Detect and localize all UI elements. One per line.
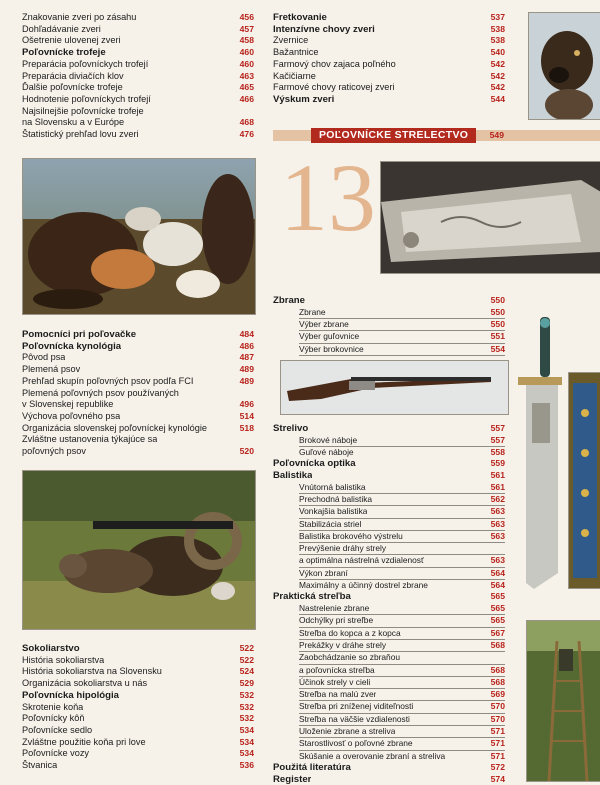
toc-entry-page: 563: [490, 555, 505, 566]
toc-entry-title: Brokové náboje: [299, 434, 358, 445]
toc-entry: [273, 762, 505, 774]
toc-entry: [273, 47, 505, 59]
toc-entry-title: Zbrane: [273, 295, 305, 306]
toc-entry-title: Výber zbrane: [299, 319, 349, 329]
toc-entry-title: Štvanica: [22, 760, 58, 771]
toc-entry-page: 567: [490, 627, 505, 638]
toc-entry: [273, 774, 505, 785]
toc-entry-title: Pôvod psa: [22, 352, 66, 363]
toc-entry-page: 465: [239, 82, 254, 93]
toc-entry-title: Štatistický prehľad lovu zveri: [22, 129, 139, 140]
toc-entry-page: 476: [239, 129, 254, 140]
toc-entry-title: Prehľad skupín poľovných psov podľa FCI: [22, 375, 194, 386]
toc-entry: [22, 748, 254, 760]
toc-entry: [273, 71, 505, 83]
toc-entry-page: 562: [490, 494, 505, 504]
toc-entry: [273, 751, 505, 762]
toc-entry-title: Vonkajšia balistika: [299, 506, 368, 517]
toc-entry-page: 484: [239, 329, 254, 339]
toc-entry: [22, 59, 254, 71]
toc-entry-title: Výkon zbraní: [299, 567, 348, 578]
painting-bear-hunt-image: [22, 158, 256, 315]
toc-entry-page: 550: [490, 295, 505, 305]
toc-entry-page: 538: [490, 23, 505, 34]
toc-entry-page: 561: [490, 481, 505, 492]
toc-entry-title: Znakovanie zveri po zásahu: [22, 12, 137, 22]
toc-entry-page: 565: [490, 615, 505, 626]
toc-entry-page: 571: [490, 738, 505, 749]
toc-entry: [22, 423, 254, 435]
toc-entry: [22, 129, 254, 141]
toc-entry: [273, 435, 505, 446]
toc-entry-title: Starostlivosť o poľovné zbrane: [299, 738, 413, 749]
toc-entry-title: Streľba do kopca a z kopca: [299, 627, 401, 638]
toc-entry: [22, 106, 254, 118]
toc-entry-page: 522: [239, 643, 254, 653]
toc-entry-page: 559: [490, 458, 505, 469]
toc-entry-page: 561: [490, 470, 505, 480]
toc-entry-title: Účinok strely v cieli: [299, 676, 371, 687]
toc-entry-page: 568: [490, 676, 505, 687]
toc-entry: [22, 760, 254, 772]
toc-entry-page: 572: [490, 761, 505, 772]
toc-entry-page: 558: [490, 447, 505, 457]
toc-entry: [273, 689, 505, 700]
toc-block-weapons: [273, 295, 505, 356]
toc-entry: [22, 446, 254, 458]
toc-divider: [299, 355, 505, 356]
toc-entry: [22, 341, 254, 353]
toc-entry-title: Poľovnícke trofeje: [22, 47, 106, 59]
toc-entry-page: 565: [490, 603, 505, 614]
toc-entry: [273, 423, 505, 435]
toc-entry-title: Vnútorná balistika: [299, 481, 366, 492]
toc-entry-title: Poľovnícka hipológia: [22, 689, 119, 701]
toc-entry-page: 542: [490, 58, 505, 69]
toc-entry-title: a poľovnícka streľba: [299, 664, 375, 675]
toc-entry: [273, 447, 505, 458]
toc-entry-page: 534: [239, 748, 254, 759]
toc-entry: [273, 714, 505, 725]
toc-entry-title: Zvernice: [273, 35, 309, 46]
toc-entry-title: Uloženie zbrane a streliva: [299, 726, 396, 737]
toc-entry: [273, 665, 505, 676]
toc-entry-title: Streľba na malú zver: [299, 689, 377, 700]
toc-entry: [273, 568, 505, 579]
toc-entry-page: 538: [490, 35, 505, 46]
toc-entry-page: 563: [490, 518, 505, 529]
toc-entry-page: 568: [490, 664, 505, 675]
toc-entry-title: Organizácia sokoliarstva u nás: [22, 678, 148, 689]
engraved-gun-action-image: [380, 161, 600, 274]
toc-entry: [273, 82, 505, 94]
toc-entry: [22, 655, 254, 667]
toc-entry-page: 557: [490, 423, 505, 433]
toc-entry: [22, 376, 254, 388]
toc-entry-title: poľovných psov: [22, 446, 86, 457]
toc-entry-page: 554: [490, 343, 505, 354]
toc-entry: [22, 35, 254, 47]
dog-with-mouflon-trophy-image: [22, 470, 256, 630]
toc-entry: [273, 555, 505, 566]
toc-entry: [22, 82, 254, 94]
toc-entry: [273, 652, 505, 663]
toc-entry-title: Maximálny a účinný dostrel zbrane: [299, 580, 428, 591]
toc-entry-title: História sokoliarstva: [22, 654, 105, 665]
toc-entry-title: Strelivo: [273, 423, 309, 434]
toc-entry: [273, 591, 505, 603]
toc-entry-page: 489: [239, 364, 254, 375]
toc-entry-title: Nastrelenie zbrane: [299, 603, 370, 614]
toc-entry: [273, 603, 505, 614]
toc-entry-title: Fretkovanie: [273, 12, 327, 23]
toc-entry-title: Guľové náboje: [299, 447, 354, 457]
section-page: 549: [489, 130, 504, 140]
toc-entry-page: 542: [490, 70, 505, 81]
toc-entry-title: Preparácia poľovníckych trofejí: [22, 58, 149, 69]
toc-entry-page: 466: [239, 93, 254, 104]
toc-entry-title: Ošetrenie ulovenej zveri: [22, 35, 121, 46]
toc-entry-title: Stabilizácia striel: [299, 518, 362, 529]
toc-entry: [273, 59, 505, 71]
toc-block-dogs: [22, 329, 254, 458]
toc-entry-page: 468: [239, 117, 254, 128]
toc-entry-title: Intenzívne chovy zveri: [273, 23, 375, 35]
toc-entry: [22, 713, 254, 725]
toc-entry-title: Organizácia slovenskej poľovníckej kynológie: [22, 422, 207, 433]
shotgun-image: [280, 360, 509, 415]
toc-entry-page: 487: [239, 352, 254, 363]
toc-entry: [22, 666, 254, 678]
toc-entry-page: 529: [239, 678, 254, 689]
toc-entry: [273, 615, 505, 626]
toc-entry-title: a optimálna nástrelná vzdialenosť: [299, 555, 425, 566]
toc-block-falconry: [22, 643, 254, 772]
toc-entry-title: Farmový chov zajaca poľného: [273, 58, 396, 69]
toc-entry-page: 460: [239, 47, 254, 58]
toc-entry-title: Výber guľovnice: [299, 331, 360, 342]
toc-entry: [22, 690, 254, 702]
toc-entry: [22, 352, 254, 364]
section-title: POĽOVNÍCKE STRELECTVO: [311, 128, 476, 143]
toc-entry-page: 571: [490, 726, 505, 737]
toc-entry-page: 518: [239, 422, 254, 433]
toc-entry: [22, 399, 254, 411]
toc-entry-title: Zbrane: [299, 306, 326, 317]
toc-entry-page: 514: [239, 410, 254, 421]
toc-entry: [22, 702, 254, 714]
toc-entry-title: Skrotenie koňa: [22, 701, 84, 712]
toc-entry-page: 532: [239, 701, 254, 712]
toc-entry-title: Ďalšie poľovnícke trofeje: [22, 82, 123, 93]
toc-entry-page: 457: [239, 23, 254, 34]
toc-entry: [22, 71, 254, 83]
toc-entry: [273, 24, 505, 36]
toc-entry: [273, 531, 505, 542]
toc-entry: [273, 519, 505, 530]
toc-entry: [22, 388, 254, 400]
toc-entry: [273, 458, 505, 470]
toc-block-ammo: [273, 423, 505, 785]
toc-block-ferret: [273, 12, 505, 106]
toc-entry: [22, 434, 254, 446]
hunting-stand-image: [526, 620, 600, 782]
toc-entry: [273, 677, 505, 688]
knife-sheath-image: [568, 372, 600, 589]
toc-entry-title: Prekážky v dráhe strely: [299, 639, 387, 650]
toc-entry-page: 568: [490, 639, 505, 650]
toc-entry: [273, 726, 505, 737]
toc-entry-page: 537: [490, 12, 505, 22]
toc-entry-page: 563: [490, 506, 505, 517]
toc-entry-page: 569: [490, 689, 505, 700]
toc-entry-page: 571: [490, 750, 505, 761]
toc-entry: [22, 94, 254, 106]
toc-entry-page: 460: [239, 58, 254, 69]
toc-entry-title: Sokoliarstvo: [22, 643, 80, 654]
toc-entry-title: Najsilnejšie poľovnícke trofeje: [22, 105, 144, 116]
toc-entry-title: Zvláštne ustanovenia týkajúce sa: [22, 434, 158, 445]
toc-entry-page: 574: [490, 773, 505, 784]
toc-entry-page: 463: [239, 70, 254, 81]
toc-entry-title: Zvláštne použitie koňa pri love: [22, 736, 146, 747]
toc-entry-title: Výskum zveri: [273, 93, 335, 105]
toc-entry-title: Prevýšenie dráhy strely: [299, 543, 387, 554]
toc-entry-title: Poľovnícke sedlo: [22, 724, 93, 735]
toc-entry: [273, 307, 505, 318]
toc-entry: [273, 494, 505, 505]
toc-entry: [22, 329, 254, 341]
hunting-knife-image: [512, 313, 564, 595]
toc-entry-page: 536: [239, 760, 254, 771]
toc-entry-title: na Slovensku a v Európe: [22, 117, 125, 128]
toc-entry-page: 551: [490, 331, 505, 342]
toc-entry-title: Streľba na väčšie vzdialenosti: [299, 713, 410, 724]
toc-entry-title: Farmové chovy raticovej zveri: [273, 82, 395, 93]
toc-entry-page: 522: [239, 654, 254, 665]
toc-entry-page: 550: [490, 306, 505, 317]
toc-entry-title: Plemená poľovných psov používaných: [22, 387, 179, 398]
toc-entry: [22, 411, 254, 423]
toc-entry: [273, 344, 505, 355]
toc-entry-page: 540: [490, 47, 505, 58]
toc-entry-page: 570: [490, 701, 505, 712]
toc-block-hunting: [22, 12, 254, 141]
toc-entry-title: Odchýlky pri streľbe: [299, 615, 374, 626]
toc-entry: [273, 701, 505, 712]
toc-entry-page: 564: [490, 580, 505, 591]
toc-entry-title: Plemená psov: [22, 364, 81, 375]
toc-entry-page: 544: [490, 93, 505, 104]
toc-entry: [22, 12, 254, 24]
toc-entry-page: 565: [490, 591, 505, 602]
toc-entry-title: Kačičiarne: [273, 70, 316, 81]
toc-entry-page: 458: [239, 35, 254, 46]
toc-entry-title: História sokoliarstva na Slovensku: [22, 666, 162, 677]
toc-entry-title: Dohľadávanie zveri: [22, 23, 101, 34]
toc-entry-title: Praktická streľba: [273, 591, 351, 603]
toc-entry-title: Pomocníci pri poľovačke: [22, 329, 137, 340]
toc-entry-title: Poľovnícka kynológia: [22, 340, 122, 352]
toc-entry-title: Poľovnícke vozy: [22, 748, 90, 759]
toc-entry-title: v Slovenskej republike: [22, 399, 114, 410]
toc-entry-title: Register: [273, 773, 312, 785]
toc-entry: [22, 24, 254, 36]
toc-entry: [22, 725, 254, 737]
toc-entry-title: Preparácia diviačích klov: [22, 70, 124, 81]
section-band: [273, 126, 600, 146]
toc-entry: [273, 738, 505, 749]
toc-entry-title: Balistika: [273, 470, 313, 481]
toc-entry: [273, 543, 505, 554]
toc-entry-title: Balistika brokového výstrelu: [299, 530, 403, 541]
toc-entry: [273, 506, 505, 517]
toc-entry: [273, 319, 505, 330]
toc-entry-title: Zaobchádzanie so zbraňou: [299, 652, 401, 663]
toc-entry-title: Bažantnice: [273, 47, 319, 58]
toc-entry: [22, 47, 254, 59]
toc-entry-title: Poľovnícka optika: [273, 458, 356, 470]
dog-portrait-image: [528, 12, 600, 120]
toc-entry-page: 524: [239, 666, 254, 677]
toc-entry-page: 532: [239, 689, 254, 700]
toc-entry-page: 496: [239, 399, 254, 410]
toc-entry-title: Skúšanie a overovanie zbraní a streliva: [299, 750, 446, 761]
toc-entry-page: 534: [239, 736, 254, 747]
toc-entry-title: Výchova poľovného psa: [22, 410, 121, 421]
toc-entry: [273, 35, 505, 47]
toc-entry-page: 520: [239, 446, 254, 457]
toc-entry-title: Poľovnícky kôň: [22, 713, 85, 724]
toc-entry: [22, 678, 254, 690]
toc-entry-page: 563: [490, 530, 505, 541]
toc-entry-title: Výber brokovnice: [299, 343, 364, 354]
toc-entry-page: 532: [239, 713, 254, 724]
toc-entry-page: 456: [239, 12, 254, 22]
toc-entry-page: 534: [239, 724, 254, 735]
chapter-number: 13: [280, 144, 376, 251]
toc-entry: [273, 295, 505, 307]
toc-entry-page: 486: [239, 340, 254, 351]
toc-entry-page: 542: [490, 82, 505, 93]
toc-entry: [22, 117, 254, 129]
toc-entry: [273, 470, 505, 482]
toc-entry-page: 570: [490, 713, 505, 724]
toc-entry-page: 557: [490, 434, 505, 445]
toc-entry-page: 564: [490, 567, 505, 578]
toc-entry: [273, 580, 505, 591]
toc-entry-title: Prechodná balistika: [299, 494, 373, 504]
toc-entry-page: 550: [490, 319, 505, 329]
toc-entry: [22, 643, 254, 655]
toc-entry-page: 489: [239, 375, 254, 386]
toc-entry-title: Použitá literatúra: [273, 761, 351, 773]
toc-entry: [273, 628, 505, 639]
toc-entry-title: Hodnotenie poľovníckych trofejí: [22, 93, 151, 104]
toc-entry: [273, 482, 505, 493]
toc-entry: [273, 331, 505, 342]
toc-entry: [273, 12, 505, 24]
toc-entry: [22, 364, 254, 376]
toc-entry: [22, 737, 254, 749]
toc-entry: [273, 640, 505, 651]
toc-entry-title: Streľba pri zníženej viditeľnosti: [299, 701, 414, 712]
toc-entry: [273, 94, 505, 106]
